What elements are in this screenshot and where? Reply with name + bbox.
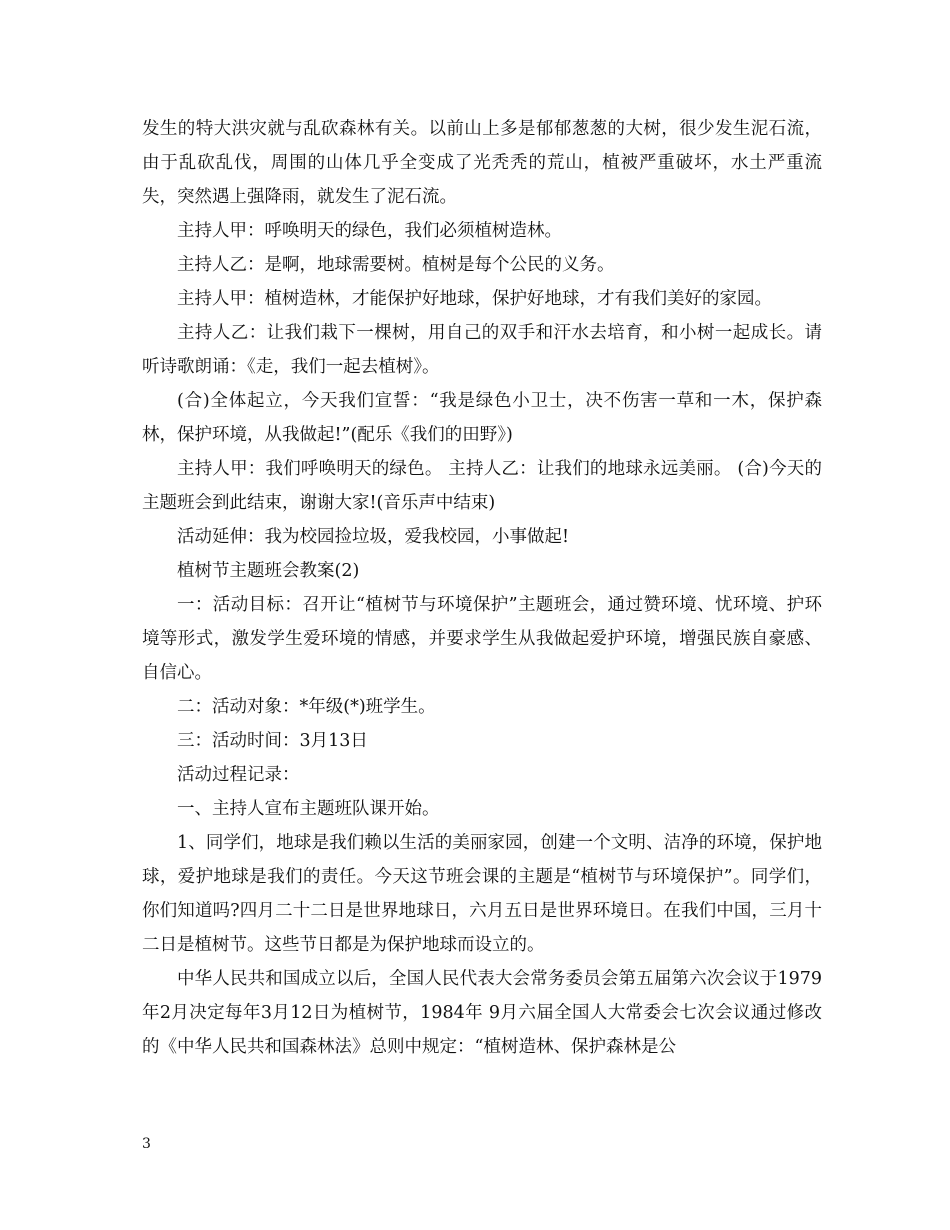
paragraph: 活动延伸：我为校园捡垃圾，爱我校园，小事做起! (177, 527, 570, 547)
paragraph: 活动过程记录： (177, 765, 300, 785)
paragraph: 中华人民共和国成立以后，全国人民代表大会常务委员会第五届第六次会议于1979年2月决定每年3月12日为植树节，1984年 9月六届全国人大常委会七次会议通过修改的《中华人民共和国森林法》总则中规定：“植树造林、保护森林是公 (142, 969, 822, 1057)
paragraph: 三：活动时间：3月13日 (177, 731, 368, 751)
paragraph: 主持人甲：呼唤明天的绿色，我们必须植树造林。 (177, 221, 562, 241)
paragraph: 一、主持人宣布主题班队课开始。 (177, 799, 440, 819)
paragraph: 发生的特大洪灾就与乱砍森林有关。以前山上多是郁郁葱葱的大树，很少发生泥石流，由于乱砍乱伐，周围的山体几乎全变成了光秃秃的荒山，植被严重破坏，水土严重流失，突然遇上强降雨，就发生了泥石流。 (142, 119, 822, 207)
paragraph: 主持人甲：植树造林，才能保护好地球，保护好地球，才有我们美好的家园。 (177, 289, 772, 309)
page-number: 3 (142, 1136, 151, 1152)
paragraph: 主持人甲：我们呼唤明天的绿色。 主持人乙：让我们的地球永远美丽。 (合)今天的主题班会到此结束，谢谢大家!(音乐声中结束) (142, 459, 822, 513)
paragraph: 主持人乙：让我们栽下一棵树，用自己的双手和汗水去培育，和小树一起成长。请听诗歌朗诵：《走，我们一起去植树》。 (142, 323, 822, 377)
section-heading: 植树节主题班会教案(2) (177, 561, 360, 581)
paragraph: (合)全体起立，今天我们宣誓：“我是绿色小卫士，决不伤害一草和一木，保护森林，保护环境，从我做起!”(配乐《我们的田野》) (142, 391, 822, 445)
paragraph: 主持人乙：是啊，地球需要树。植树是每个公民的义务。 (177, 255, 615, 275)
paragraph: 二：活动对象：*年级(*)班学生。 (177, 697, 436, 717)
paragraph: 一：活动目标：召开让“植树节与环境保护”主题班会，通过赞环境、忧环境、护环境等形式，激发学生爱环境的情感，并要求学生从我做起爱护环境，增强民族自豪感、自信心。 (142, 595, 822, 683)
paragraph: 1、同学们，地球是我们赖以生活的美丽家园，创建一个文明、洁净的环境，保护地球，爱护地球是我们的责任。今天这节班会课的主题是“植树节与环境保护”。同学们，你们知道吗?四月二十二日是世界地球日，六月五日是世界环境日。在我们中国，三月十二日是植树节。这些节日都是为保护地球而设立的。 (142, 833, 822, 955)
document-body (142, 112, 822, 1064)
